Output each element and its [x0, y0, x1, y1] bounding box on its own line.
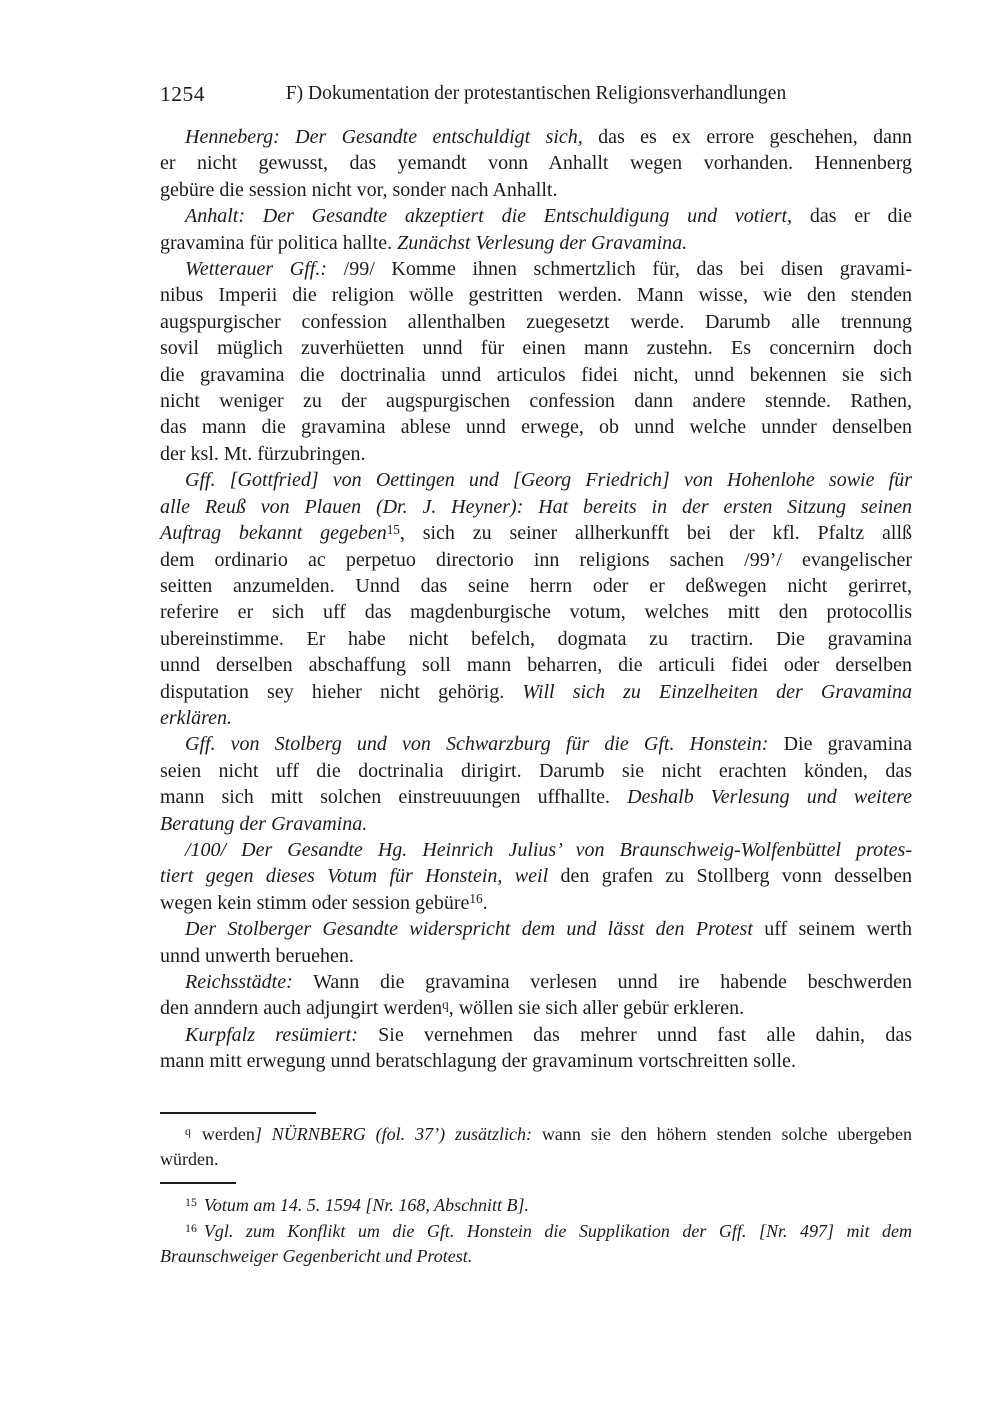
text-line: [160, 916, 912, 942]
text-line: [160, 731, 912, 757]
text-line: [160, 230, 912, 256]
text-run: Kurpfalz resümiert:: [185, 1023, 358, 1046]
text-line: [160, 758, 912, 784]
paragraph: [160, 731, 912, 837]
text-run: sovil müglich zuverhüetten unnd für einen mann zustehn. Es concernirn doch: [160, 337, 912, 360]
apparatus-block: [160, 1122, 912, 1173]
paragraph: [160, 969, 912, 1022]
text-line: [160, 520, 912, 546]
text-line: [160, 362, 912, 388]
text-line: [160, 256, 912, 282]
text-run: /100/ Der Gesandte Hg. Heinrich Julius’ von Braunschweig-Wolfenbüttel protes-: [185, 838, 912, 861]
text-line: [160, 811, 912, 837]
page-number: 1254: [160, 82, 205, 106]
page-header: [160, 82, 912, 110]
text-run: Wetterauer Gff.:: [185, 258, 327, 281]
text-line: [160, 573, 912, 599]
footnote-marker: 16: [185, 1220, 197, 1235]
text-run: Henneberg: Der Gesandte entschuldigt sich,: [185, 126, 583, 148]
text-run: nicht weniger zu der augspurgischen confession dann andere stennde. Rathen,: [160, 390, 912, 413]
text-line: [160, 890, 912, 916]
text-line: [160, 282, 912, 308]
text-run: erklären.: [160, 706, 233, 729]
text-line: [160, 414, 912, 440]
text-run: seitten anzumelden. Unnd das seine herrn oder er deßwegen nicht gerirret,: [160, 574, 912, 597]
text-run: Die gravamina: [768, 733, 913, 756]
text-run: Vgl. zum Konflikt um die Gft. Honstein die Supplikation der Gff. [Nr. 497] mit dem: [203, 1220, 912, 1241]
text-line: [160, 177, 912, 203]
paragraph: [160, 203, 912, 256]
text-line: [160, 1193, 912, 1218]
text-line: [160, 863, 912, 889]
text-line: [160, 995, 912, 1021]
text-line: [160, 943, 912, 969]
text-run: referire er sich uff das magdenburgische votum, welches mitt den protocollis: [160, 601, 912, 624]
footnote-marker: q: [185, 1123, 191, 1138]
text-line: [160, 1022, 912, 1048]
text-line: [160, 1122, 912, 1147]
paragraph: [160, 1219, 912, 1270]
text-run: Gff. [Gottfried] von Oettingen und [Georg Friedrich] von Hohenlohe sowie für: [185, 469, 912, 492]
text-line: [160, 837, 912, 863]
text-run: Der Stolberger Gesandte widerspricht dem und lässt den Protest: [185, 918, 753, 941]
text-run: Sie vernehmen das mehrer unnd fast alle dahin, das: [357, 1023, 912, 1046]
text-run: das er die: [792, 205, 912, 228]
text-run: tiert gegen dieses Votum für Honstein, weil: [160, 865, 549, 888]
text-run: , wöllen sie sich aller gebür erkleren.: [448, 997, 745, 1020]
paragraph: [160, 467, 912, 731]
text-line: [160, 1147, 912, 1172]
text-line: [160, 652, 912, 678]
paragraph: [160, 1122, 912, 1173]
footnote-marker: 16: [469, 891, 483, 907]
footnote-marker: 15: [185, 1195, 197, 1210]
text-line: [160, 1048, 912, 1074]
text-run: Reichsstädte:: [185, 971, 293, 993]
text-run: mann mitt erwegung unnd beratschlagung der gravaminum vortschreitten solle.: [160, 1050, 796, 1073]
text-line: [160, 679, 912, 705]
text-line: [160, 388, 912, 414]
text-line: [160, 547, 912, 573]
text-run: den grafen zu Stollberg vonn desselben: [548, 865, 912, 888]
text-run: der ksl. Mt. fürzubringen.: [160, 442, 366, 465]
text-line: [160, 203, 912, 229]
text-line: [160, 599, 912, 625]
text-line: [160, 705, 912, 731]
text-line: [160, 969, 912, 995]
paragraph: [160, 256, 912, 467]
paragraph: [160, 916, 912, 969]
text-run: disputation sey hieher nicht gehörig.: [160, 680, 523, 703]
text-run: unnd unwerth beruehen.: [160, 944, 354, 967]
text-line: [160, 626, 912, 652]
footnote-marker: q: [442, 996, 449, 1012]
text-run: würden.: [160, 1149, 219, 1170]
footnote-separator-rule: [160, 1182, 236, 1184]
text-run: die gravamina die doctrinalia unnd articulos fidei nicht, unnd bekennen sie sich: [160, 363, 912, 386]
text-line: [160, 784, 912, 810]
text-run: Gff. von Stolberg und von Schwarzburg für die Gft. Honstein:: [185, 733, 769, 756]
text-run: seien nicht uff die doctrinalia dirigirt. Darumb sie nicht erachten könden, das: [160, 759, 912, 782]
text-line: [160, 1219, 912, 1244]
text-run: Will sich zu Einzelheiten der Gravamina: [522, 680, 912, 703]
paragraph: [160, 1022, 912, 1075]
text-run: wann sie den höhern stenden solche ubergeben: [532, 1123, 913, 1144]
paragraph: [160, 1193, 912, 1218]
text-run: .: [482, 891, 488, 914]
paragraph: [160, 837, 912, 916]
text-run: augspurgischer confession allenthalben zuegesetzt werde. Darumb alle trennung: [160, 310, 912, 333]
text-run: alle Reuß von Plauen (Dr. J. Heyner): Hat bereits in der ersten Sitzung seinen: [160, 495, 912, 518]
text-line: [160, 441, 912, 467]
text-run: er nicht gewusst, das yemandt vonn Anhallt wegen vorhanden. Hennenberg: [160, 152, 912, 175]
text-line: [160, 467, 912, 493]
text-run: uff seinem werth: [752, 918, 912, 941]
text-run: , sich zu seiner allherkunfft bei der kfl. Pfaltz allß: [399, 522, 912, 545]
text-run: werden: [191, 1123, 255, 1144]
text-run: das mann die gravamina ablese unnd erwege, ob unnd welche unnder denselben: [160, 416, 912, 439]
text-line: [160, 309, 912, 335]
text-run: Braunschweiger Gegenbericht und Protest.: [160, 1246, 473, 1267]
text-run: Wann die gravamina verlesen unnd ire habende beschwerden: [292, 971, 912, 993]
text-run: mann sich mitt solchen einstreuuungen uffhallte.: [160, 786, 628, 809]
text-run: unnd derselben abschaffung soll mann beharren, die articuli fidei oder derselben: [160, 654, 912, 677]
footnote-marker: 15: [386, 521, 400, 537]
text-run: Zunächst Verlesung der Gravamina.: [397, 231, 688, 254]
text-run: dem ordinario ac perpetuo directorio inn religions sachen /99’/ evangelischer: [160, 548, 912, 571]
text-run: Anhalt: Der Gesandte akzeptiert die Entschuldigung und votiert,: [185, 205, 793, 228]
text-run: wegen kein stimm oder session gebüre: [160, 891, 470, 914]
text-line: [160, 1244, 912, 1269]
text-line: [160, 124, 912, 150]
text-line: [160, 494, 912, 520]
text-run: gebüre die session nicht vor, sonder nach Anhallt.: [160, 178, 558, 201]
text-line: [160, 150, 912, 176]
text-run: ubereinstimme. Er habe nicht befelch, dogmata zu tractirn. Die gravamina: [160, 627, 912, 650]
text-run: ] NÜRNBERG (fol. 37’) zusätzlich:: [254, 1123, 533, 1144]
text-run: Votum am 14. 5. 1594 [Nr. 168, Abschnitt B].: [203, 1195, 530, 1216]
text-run: den anndern auch adjungirt werden: [160, 997, 443, 1020]
running-title: F) Dokumentation der protestantischen Religionsverhandlungen: [285, 83, 787, 104]
footnotes-block: [160, 1193, 912, 1269]
text-run: gravamina für politica hallte.: [160, 231, 398, 254]
footnote-area: [160, 1112, 912, 1270]
text-run: Beratung der Gravamina.: [160, 812, 368, 835]
apparatus-separator-rule: [160, 1112, 316, 1114]
text-run: nibus Imperii die religion wölle gestritten werden. Mann wisse, wie den stenden: [160, 284, 912, 307]
text-run: /99/ Komme ihnen schmertzlich für, das bei disen gravami-: [327, 258, 912, 281]
text-line: [160, 335, 912, 361]
paragraph: [160, 124, 912, 203]
text-run: das es ex errore geschehen, dann: [582, 126, 912, 148]
body-text: [160, 124, 912, 1075]
text-run: Deshalb Verlesung und weitere: [627, 786, 912, 809]
text-run: Auftrag bekannt gegeben: [160, 522, 387, 545]
